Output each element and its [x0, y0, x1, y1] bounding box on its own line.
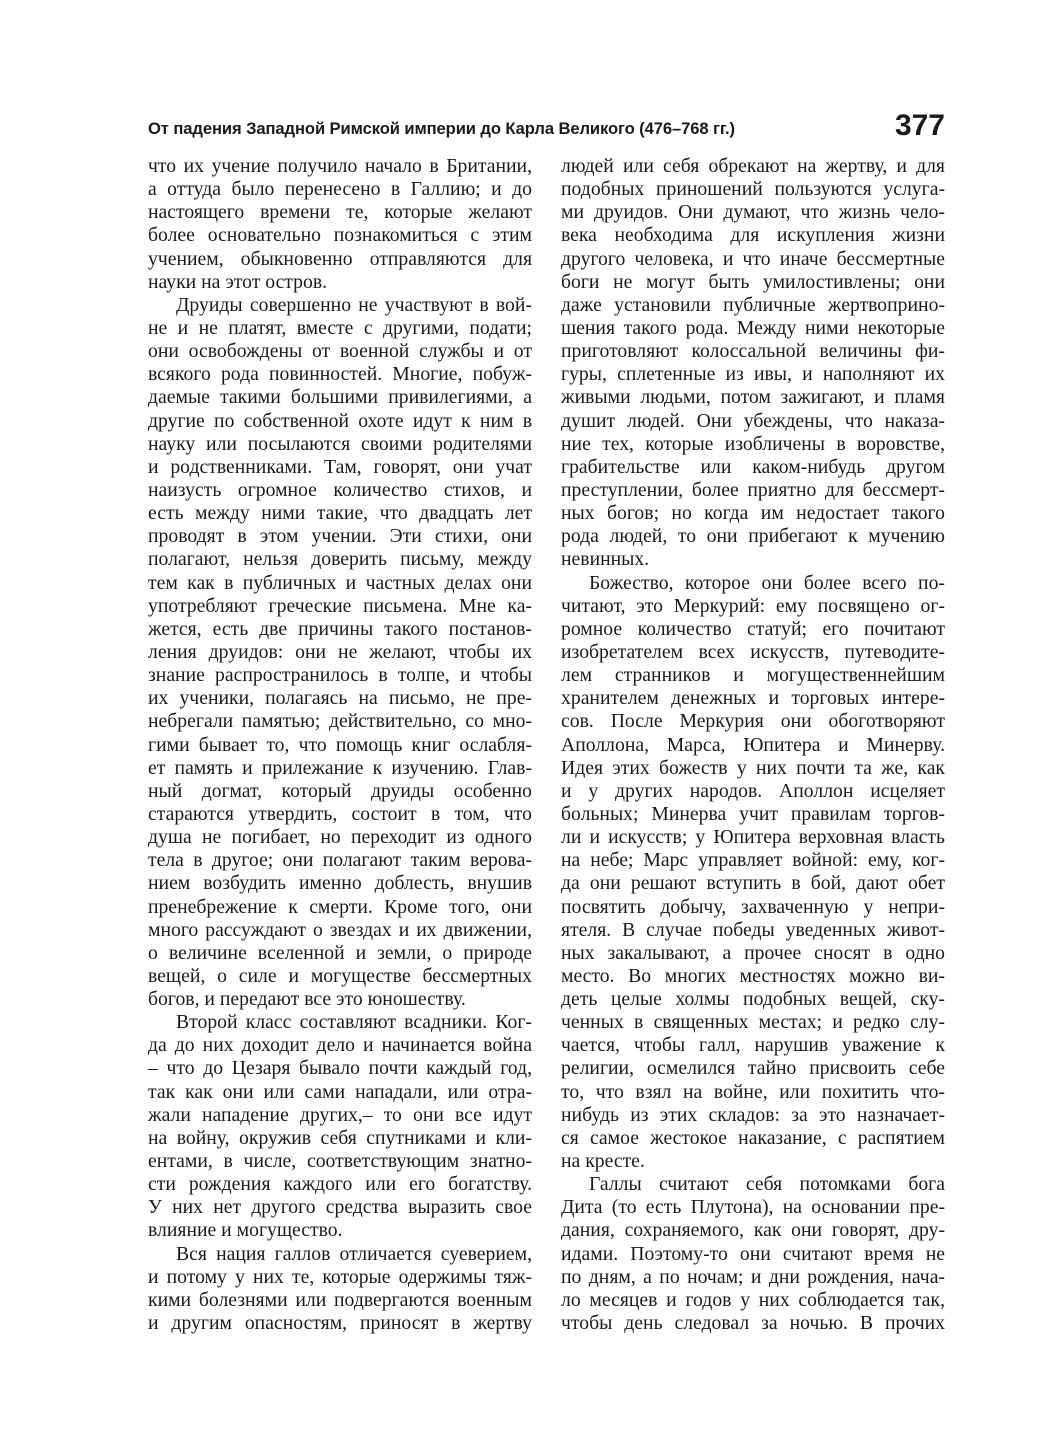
text-line: о величине вселенной и земли, о природе	[148, 941, 532, 964]
text-line: их ученики, полагаясь на письмо, не пре-	[148, 687, 532, 710]
text-line: деть целые холмы подобных вещей, ску-	[561, 988, 945, 1011]
text-line: рода людей, то они прибегают к мучению	[561, 525, 945, 548]
text-line: ние тех, которые изобличены в воровстве,	[561, 432, 945, 455]
text-line: полагают, нельзя доверить письму, между	[148, 548, 532, 571]
left-column	[148, 155, 532, 1335]
text-line: много рассуждают о звездах и их движении,	[148, 918, 532, 941]
text-line: по дням, а по ночам; и дни рождения, нача-	[561, 1265, 945, 1288]
text-line: Вся нация галлов отличается суеверием,	[176, 1242, 532, 1265]
text-line: сов. После Меркурия они обоготворяют	[561, 710, 945, 733]
text-line: преступлении, более приятно для бессмерт-	[561, 478, 945, 501]
text-line: так как они или сами нападали, или отра-	[148, 1080, 532, 1103]
text-line: и потому у них те, которые одержимы тяж-	[148, 1265, 532, 1288]
text-line: ления друидов: они не желают, чтобы их	[148, 640, 532, 663]
running-header	[148, 108, 945, 148]
text-line: на небе; Марс управляет войной: ему, ког-	[561, 849, 945, 872]
text-line: другие по собственной охоте идут к ним в	[148, 409, 532, 432]
text-line: проводят в этом учении. Эти стихи, они	[148, 525, 532, 548]
text-line: более основательно познакомиться с этим	[148, 224, 532, 247]
text-line: ентами, в числе, соответствующим знатно-	[148, 1150, 532, 1173]
text-line: ятеля. В случае победы уведенных живот-	[561, 918, 945, 941]
text-line: чтобы день следовал за ночью. В прочих	[561, 1312, 945, 1335]
text-line: да до них доходит дело и начинается война	[148, 1034, 532, 1057]
text-line: влияние и могущество.	[148, 1219, 343, 1242]
text-line: ченных в священных местах; и редко слу-	[561, 1011, 945, 1034]
text-line: настоящего времени те, которые желают	[148, 201, 532, 224]
text-line: Галлы считают себя потомками бога	[589, 1173, 945, 1196]
text-line: читают, это Меркурий: ему посвящено ог-	[561, 594, 945, 617]
text-line: учением, обыкновенно отправляются для	[148, 247, 532, 270]
text-line: Дита (то есть Плутона), на основании пре-	[561, 1196, 945, 1219]
text-line: гими бывает то, что помощь книг ослабля-	[148, 733, 532, 756]
text-line: есть между ними такие, что двадцать лет	[148, 502, 532, 525]
text-line: хранителем денежных и торговых интере-	[561, 687, 945, 710]
text-line: ный догмат, который друиды особенно	[148, 779, 532, 802]
text-line: на войну, окружив себя спутниками и кли-	[148, 1126, 532, 1149]
text-line: душа не погибает, но переходит из одного	[148, 826, 532, 849]
text-line: сти рождения каждого или его богатству.	[148, 1173, 532, 1196]
text-line: на кресте.	[561, 1150, 645, 1173]
text-line: и другим опасностям, приносят в жертву	[148, 1312, 532, 1335]
text-line: идами. Поэтому-то они считают время не	[561, 1242, 945, 1265]
text-line: тем как в публичных и частных делах они	[148, 571, 532, 594]
text-line: Аполлона, Марса, Юпитера и Минерву.	[561, 733, 945, 756]
text-line: изобретателем всех искусств, путеводите-	[561, 640, 945, 663]
text-line: всякого рода повинностей. Многие, побуж-	[148, 363, 532, 386]
text-line: ли и искусств; у Юпитера верховная власть	[561, 826, 945, 849]
text-line: употребляют греческие письмена. Мне ка-	[148, 594, 532, 617]
text-line: грабительстве или каком-нибудь другом	[561, 455, 945, 478]
text-line: ло месяцев и годов у них соблюдается так,	[561, 1288, 945, 1311]
text-line: Второй класс составляют всадники. Ког-	[176, 1011, 532, 1034]
text-line: место. Во многих местностях можно ви-	[561, 964, 945, 987]
text-line: религии, осмелился тайно присвоить себе	[561, 1057, 945, 1080]
text-line: науку или посылаются своими родителями	[148, 432, 532, 455]
text-line: даже установили публичные жертвоприно-	[561, 293, 945, 316]
text-line: ся самое жестокое наказание, с распятием	[561, 1126, 945, 1149]
text-line: живыми людьми, потом зажигают, и пламя	[561, 386, 945, 409]
text-line: да они решают вступить в бой, дают обет	[561, 872, 945, 895]
text-line: боги не могут быть умилостивлены; они	[561, 270, 945, 293]
text-line: стараются утвердить, состоит в том, что	[148, 802, 532, 825]
text-line: ет память и прилежание к изучению. Глав-	[148, 756, 532, 779]
text-line: посвятить добычу, захваченную у непри-	[561, 895, 945, 918]
text-line: людей или себя обрекают на жертву, и для	[561, 155, 945, 177]
text-line: Друиды совершенно не участвуют в вой-	[176, 293, 532, 316]
text-line: шения такого рода. Между ними некоторые	[561, 316, 945, 339]
text-line: У них нет другого средства выразить свое	[148, 1196, 532, 1219]
text-line: чается, чтобы галл, нарушив уважение к	[561, 1034, 945, 1057]
text-line: что их учение получило начало в Британии,	[148, 155, 532, 177]
text-line: наизусть огромное количество стихов, и	[148, 478, 532, 501]
text-line: ромное количество статуй; его почитают	[561, 617, 945, 640]
page-number: 377	[894, 109, 945, 142]
text-line: они освобождены от военной службы и от	[148, 340, 532, 363]
text-line: больных; Минерва учит правилам торгов-	[561, 802, 945, 825]
text-line: пренебрежение к смерти. Кроме того, они	[148, 895, 532, 918]
text-line: другого человека, и что иначе бессмертные	[561, 247, 945, 270]
text-line: Божество, которое они более всего по-	[589, 571, 945, 594]
text-line: и родственниками. Там, говорят, они учат	[148, 455, 532, 478]
text-line: приготовляют колоссальной величины фи-	[561, 340, 945, 363]
text-line: лем странников и могущественнейшим	[561, 664, 945, 687]
text-line: небрегали памятью; действительно, со мно-	[148, 710, 532, 733]
text-line: века необходима для искупления жизни	[561, 224, 945, 247]
text-line: науки на этот остров.	[148, 270, 328, 293]
text-line: дания, сохраняемого, как они говорят, дру-	[561, 1219, 945, 1242]
right-column	[561, 155, 945, 1335]
text-line: – что до Цезаря бывало почти каждый год,	[148, 1057, 532, 1080]
text-line: тела в другое; они полагают таким верова-	[148, 849, 532, 872]
text-line: вещей, о силе и могуществе бессмертных	[148, 964, 532, 987]
text-line: не и не платят, вместе с другими, подати;	[148, 316, 532, 339]
text-line: жали нападение других,– то они все идут	[148, 1103, 532, 1126]
text-line: ных закалывают, а прочее сносят в одно	[561, 941, 945, 964]
text-line: знание распространилось в толпе, и чтобы	[148, 664, 532, 687]
text-line: жется, есть две причины такого постанов-	[148, 617, 532, 640]
text-line: а оттуда было перенесено в Галлию; и до	[148, 178, 532, 201]
text-line: даемые такими большими привилегиями, а	[148, 386, 532, 409]
text-line: ных богов; но когда им недостает такого	[561, 502, 945, 525]
text-line: невинных.	[561, 548, 650, 571]
text-line: и у других народов. Аполлон исцеляет	[561, 779, 945, 802]
text-line: то, что взял на войне, или похитить что-	[561, 1080, 945, 1103]
text-line: кими болезнями или подвергаются военным	[148, 1288, 532, 1311]
text-line: гуры, сплетенные из ивы, и наполняют их	[561, 363, 945, 386]
text-line: ми друидов. Они думают, что жизнь чело-	[561, 201, 945, 224]
text-line: нием возбудить именно доблесть, внушив	[148, 872, 532, 895]
text-line: богов, и передают все это юношеству.	[148, 988, 466, 1011]
running-title: От падения Западной Римской империи до Карла Великого (476–768 гг.)	[148, 119, 735, 138]
text-line: душит людей. Они убеждены, что наказа-	[561, 409, 945, 432]
text-line: нибудь из этих складов: за это назначает-	[561, 1103, 945, 1126]
text-line: подобных приношений пользуются услуга-	[561, 178, 945, 201]
text-line: Идея этих божеств у них почти та же, как	[561, 756, 945, 779]
